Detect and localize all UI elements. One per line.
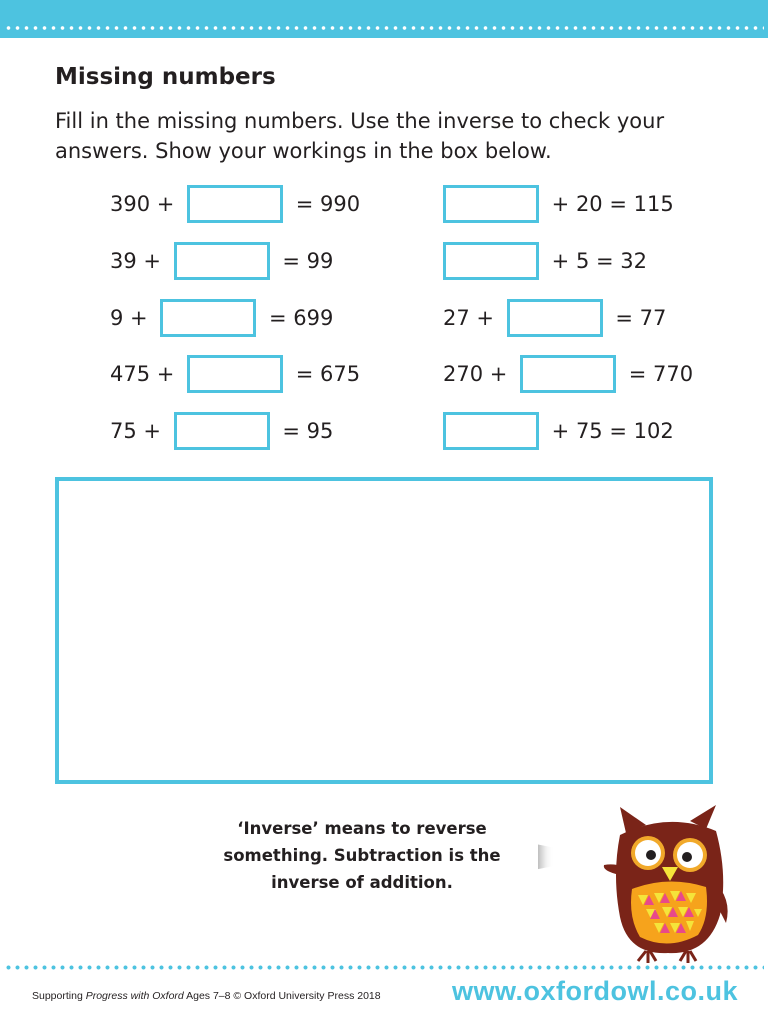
top-banner — [0, 0, 768, 38]
equation-after: = 95 — [275, 419, 334, 443]
answer-box[interactable] — [160, 299, 256, 337]
equation-5 — [110, 300, 333, 336]
answer-box[interactable] — [520, 355, 616, 393]
equation-before: 390 + — [110, 192, 182, 216]
equation-before: 9 + — [110, 306, 155, 330]
instructions: Fill in the missing numbers. Use the inverse to check your answers. Show your workings in the box below. — [55, 109, 665, 163]
answer-box[interactable] — [443, 412, 539, 450]
answer-box[interactable] — [443, 185, 539, 223]
footer-supporting: Supporting — [32, 990, 86, 1002]
equation-6 — [443, 300, 666, 336]
equation-after: = 699 — [262, 306, 334, 330]
answer-box[interactable] — [187, 185, 283, 223]
equation-after: + 20 = 115 — [545, 192, 674, 216]
page-title: Missing numbers — [55, 64, 276, 90]
tip-label: ‘Inverse’ means to reverse something. Subtraction is the inverse of addition. — [223, 818, 501, 892]
equation-before: 475 + — [110, 362, 182, 386]
equation-7 — [110, 356, 360, 392]
copyright-note — [32, 990, 381, 1002]
equation-after: = 99 — [275, 249, 334, 273]
equation-after: = 770 — [622, 362, 694, 386]
answer-box[interactable] — [187, 355, 283, 393]
answer-box[interactable] — [507, 299, 603, 337]
equation-3 — [110, 243, 333, 279]
tip-text — [186, 811, 538, 899]
equation-10 — [437, 413, 674, 449]
equation-before: 39 + — [110, 249, 168, 273]
answer-box[interactable] — [174, 412, 270, 450]
equation-2 — [437, 186, 674, 222]
answer-box[interactable] — [174, 242, 270, 280]
workings-box[interactable] — [55, 477, 713, 784]
equation-after: = 990 — [289, 192, 361, 216]
footer-rest: Ages 7–8 © Oxford University Press 2018 — [183, 990, 381, 1002]
banner-dots — [4, 26, 764, 30]
equation-before: 75 + — [110, 419, 168, 443]
footer-series: Progress with Oxford — [85, 990, 184, 1002]
equation-before: 270 + — [443, 362, 515, 386]
equation-8 — [443, 356, 693, 392]
answer-box[interactable] — [443, 242, 539, 280]
equation-after: + 5 = 32 — [545, 249, 647, 273]
footer-dots — [4, 965, 764, 970]
equation-after: = 77 — [608, 306, 667, 330]
equation-after: + 75 = 102 — [545, 419, 674, 443]
equation-after: = 675 — [289, 362, 361, 386]
equation-4 — [437, 243, 647, 279]
equation-1 — [110, 186, 360, 222]
equation-9 — [110, 413, 333, 449]
equation-before: 27 + — [443, 306, 501, 330]
website-link[interactable]: www.oxfordowl.co.uk — [451, 976, 738, 1006]
owl-mascot-icon — [598, 805, 738, 965]
